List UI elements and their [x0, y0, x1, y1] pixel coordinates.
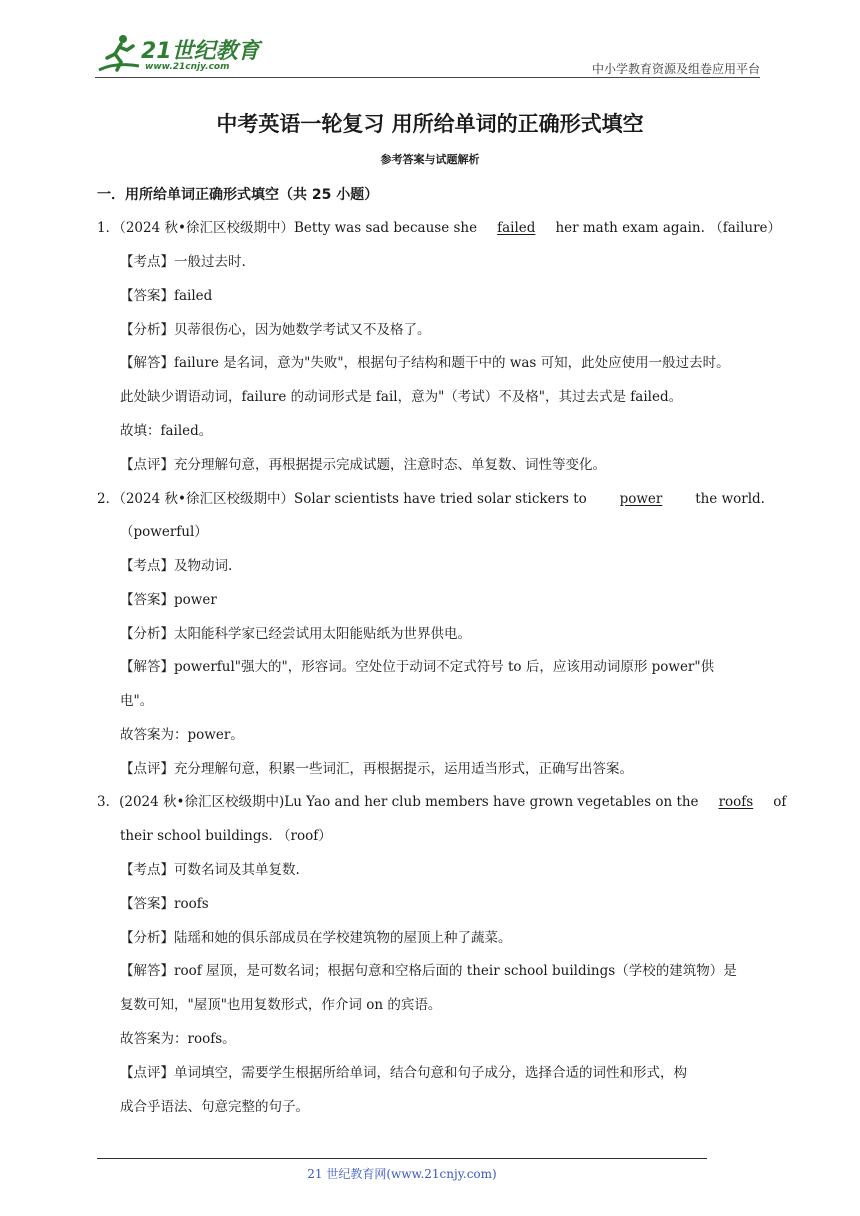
q1-stem-a: 1．（2024 秋•徐汇区校级期中）Betty was sad because she [97, 220, 478, 236]
q3-stem-a: 3．(2024 秋•徐汇区校级期中)Lu Yao and her club members have grown vegetables on the [97, 794, 699, 810]
q2-comment: 【点评】充分理解句意，积累一些词汇，再根据提示，运用适当形式，正确写出答案。 [120, 761, 633, 777]
platform-name: 中小学教育资源及组卷应用平台 [591, 62, 760, 76]
q1-stem [97, 218, 782, 238]
q2-stem-c: （powerful） [120, 524, 208, 540]
q3-comment-2: 成合乎语法、句意完整的句子。 [120, 1099, 309, 1115]
q1-fill: 故填：failed。 [120, 423, 213, 439]
q1-answer-blank: failed [497, 220, 536, 236]
q2-fill: 故答案为：power。 [120, 727, 244, 743]
q1-analysis: 【分析】贝蒂很伤心，因为她数学考试又不及格了。 [120, 322, 431, 338]
q1-kaodian: 【考点】一般过去时. [120, 254, 246, 270]
q1-comment: 【点评】充分理解句意，再根据提示完成试题，注意时态、单复数、词性等变化。 [120, 457, 606, 473]
runner-logo-icon [95, 32, 143, 76]
section-heading: 一．用所给单词正确形式填空（共 25 小题） [97, 187, 379, 203]
q3-stem-b: of [773, 794, 787, 810]
q3-answer-blank: roofs [718, 794, 754, 810]
q3-analysis: 【分析】陆瑶和她的俱乐部成员在学校建筑物的屋顶上种了蔬菜。 [120, 930, 512, 946]
logo-url-text: www.21cnjy.com [145, 62, 230, 72]
q3-solution-2: 复数可知，"屋顶"也用复数形式，作介词 on 的宾语。 [120, 997, 442, 1013]
page-header [95, 30, 760, 78]
q3-answer: 【答案】roofs [120, 896, 209, 912]
q3-stem-c: their school buildings. （roof） [120, 828, 332, 844]
q2-kaodian: 【考点】及物动词. [120, 558, 233, 574]
q2-solution-1: 【解答】powerful"强大的"，形容词。空处位于动词不定式符号 to 后，应该用动词原形 power"供 [120, 659, 715, 675]
q2-solution-2: 电"。 [120, 693, 154, 709]
q2-stem [97, 489, 765, 509]
q2-stem-b: the world. [695, 491, 765, 507]
q1-solution-1: 【解答】failure 是名词，意为"失败"，根据句子结构和题干中的 was 可知，此处应使用一般过去时。 [120, 355, 730, 371]
q3-solution-1: 【解答】roof 屋顶，是可数名词；根据句意和空格后面的 their school buildings（学校的建筑物）是 [120, 963, 737, 979]
q3-stem [97, 792, 787, 812]
page-title: 中考英语一轮复习 用所给单词的正确形式填空 [216, 112, 644, 136]
q1-stem-b: her math exam again. （failure） [555, 220, 782, 236]
q2-analysis: 【分析】太阳能科学家已经尝试用太阳能贴纸为世界供电。 [120, 626, 471, 642]
footer-divider [97, 1158, 707, 1159]
q3-fill: 故答案为：roofs。 [120, 1031, 236, 1047]
q2-stem-a: 2．（2024 秋•徐汇区校级期中）Solar scientists have tried solar stickers to [97, 491, 587, 507]
q2-answer: 【答案】power [120, 592, 217, 608]
logo-brand-text: 21世纪教育 [141, 39, 260, 64]
q1-solution-2: 此处缺少谓语动词，failure 的动词形式是 fail，意为"（考试）不及格"，其过去式是 failed。 [120, 389, 683, 405]
footer-link[interactable]: 21 世纪教育网(www.21cnjy.com) [307, 1167, 497, 1181]
header-divider [95, 77, 760, 78]
page-subtitle: 参考答案与试题解析 [380, 153, 480, 166]
q3-kaodian: 【考点】可数名词及其单复数. [120, 862, 300, 878]
q3-comment-1: 【点评】单词填空，需要学生根据所给单词，结合句意和句子成分，选择合适的词性和形式，构 [120, 1065, 687, 1081]
q1-answer: 【答案】failed [120, 288, 213, 304]
q2-answer-blank: power [619, 491, 663, 507]
logo [95, 32, 265, 76]
